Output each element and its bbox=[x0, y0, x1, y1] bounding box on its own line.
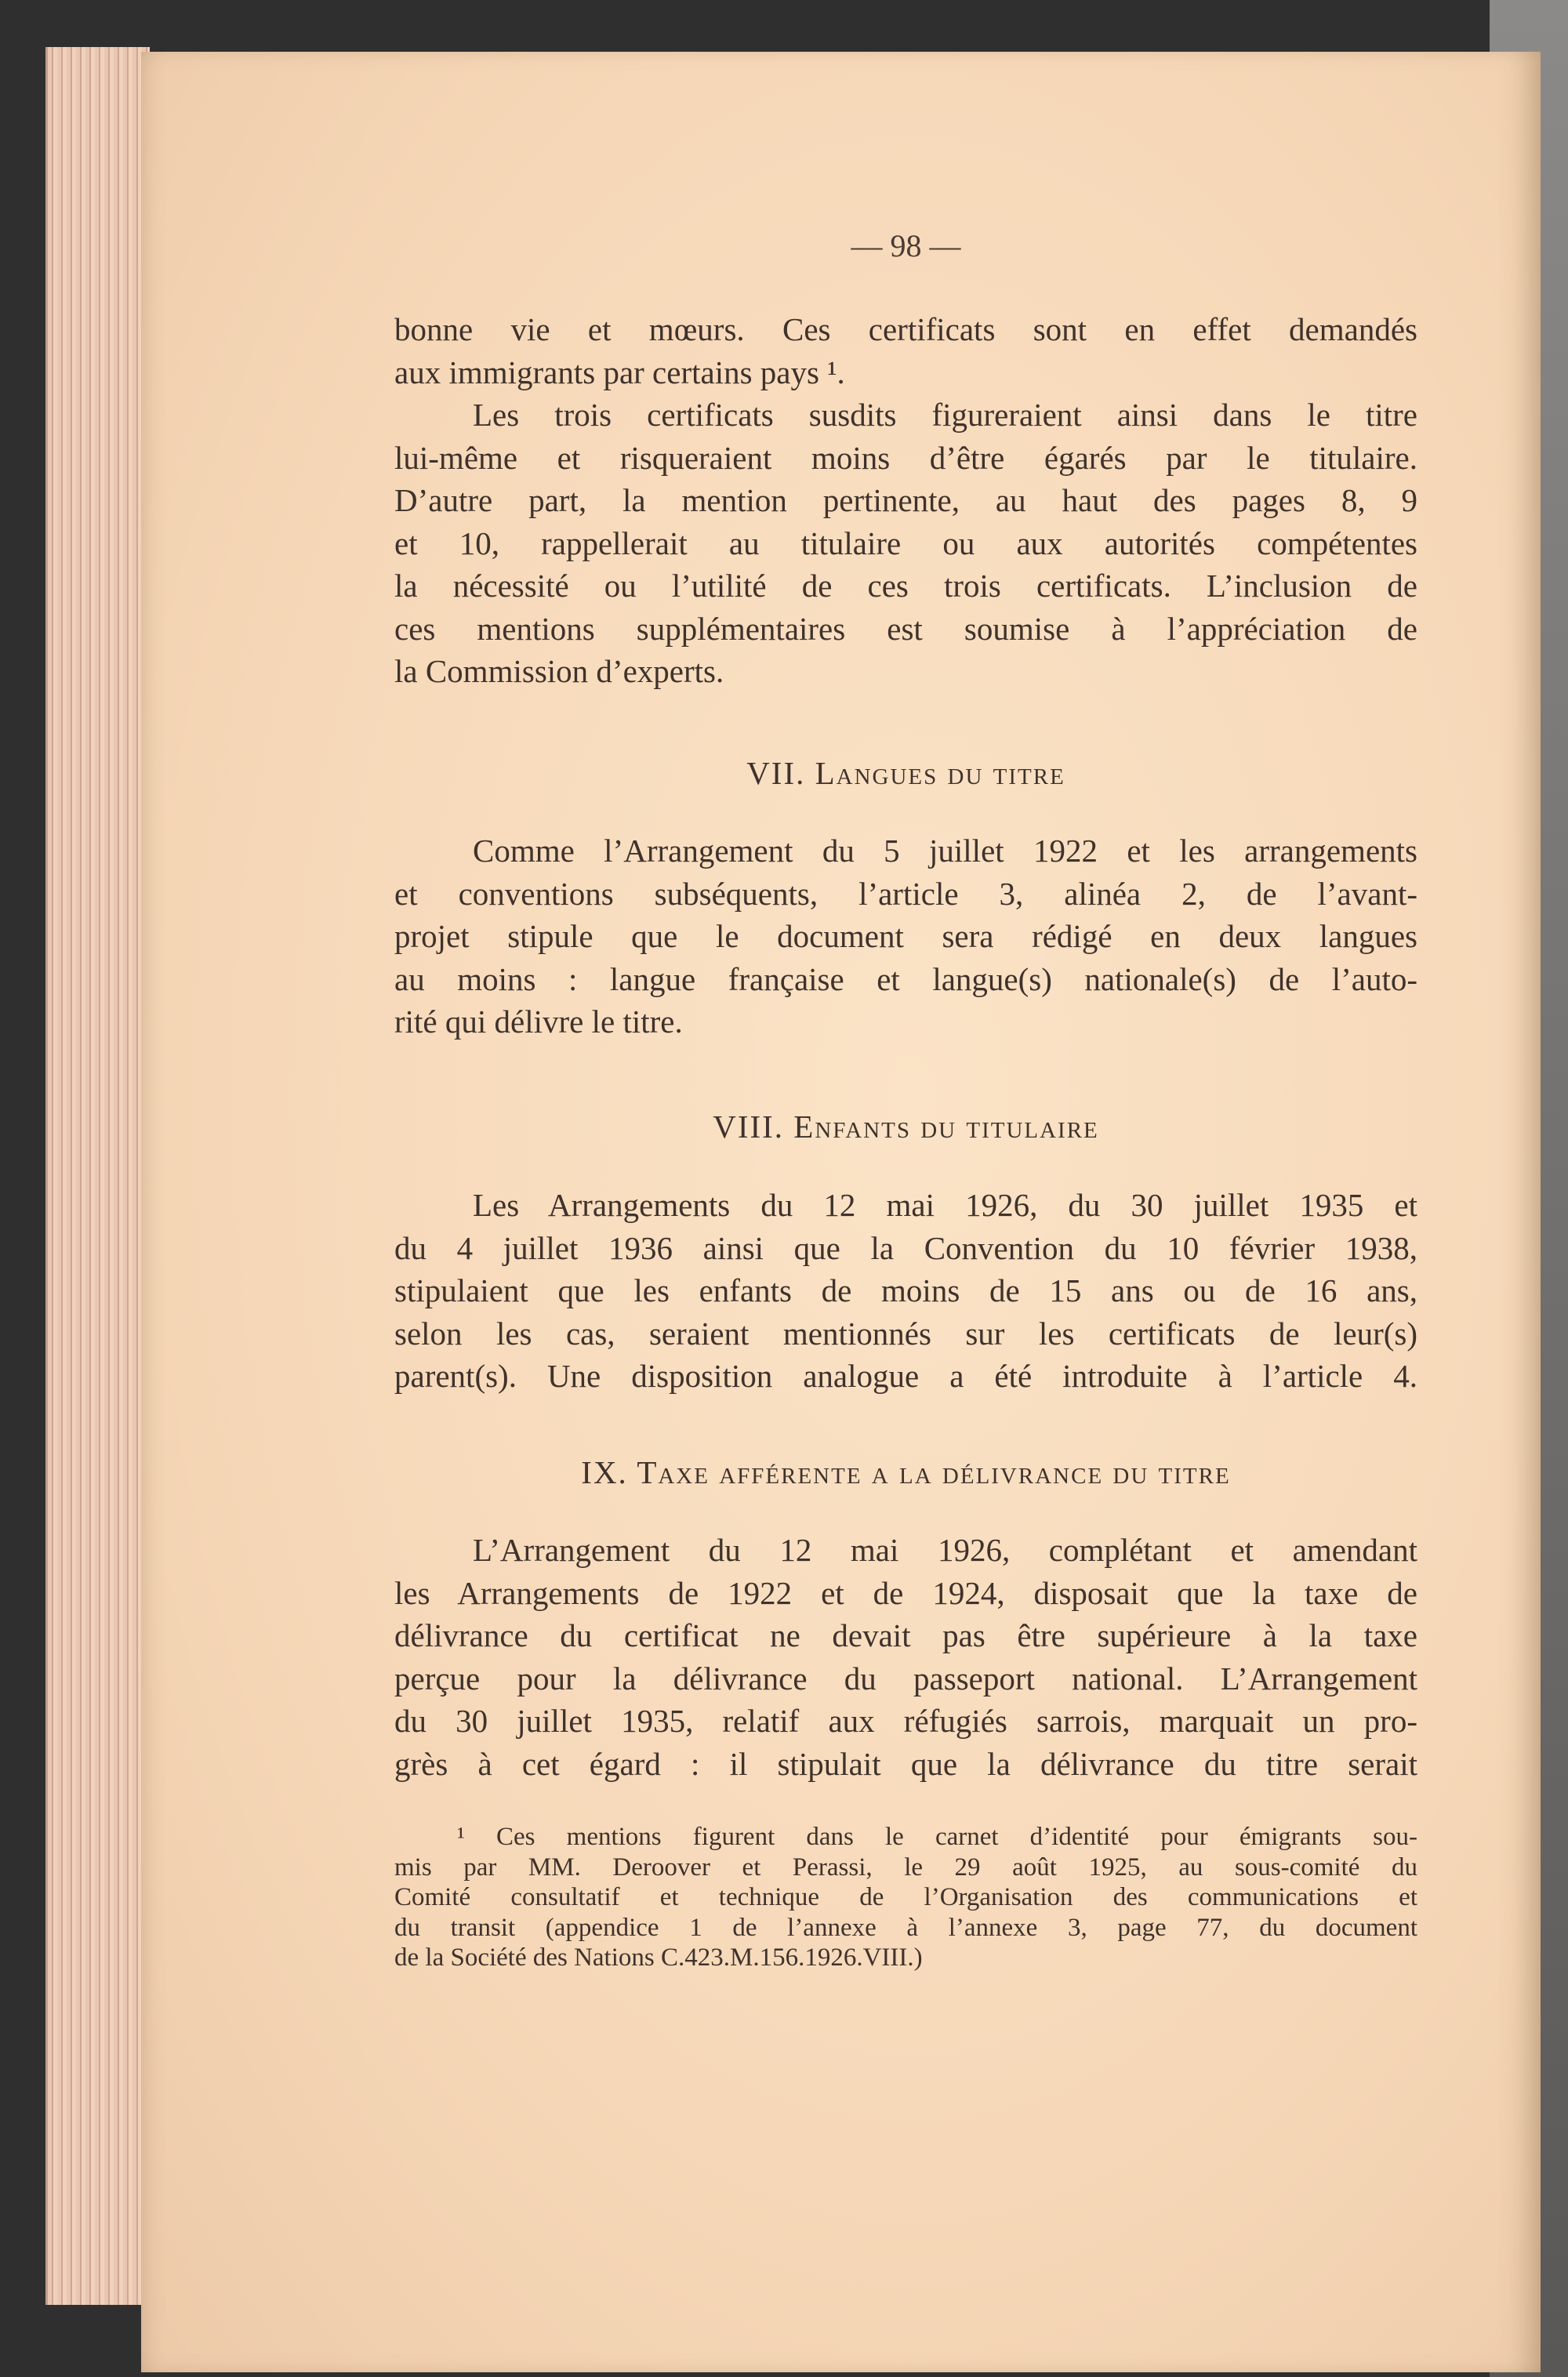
paragraph-3 bbox=[394, 1184, 1417, 1398]
paragraph-1 bbox=[394, 308, 1417, 693]
page-edges bbox=[45, 47, 150, 2305]
text-line: Comme l’Arrangement du 5 juillet 1922 et les arrangements bbox=[473, 833, 1417, 869]
paragraph-4 bbox=[394, 1529, 1417, 1785]
text-line: D’autre part, la mention pertinente, au haut des pages 8, 9 bbox=[394, 482, 1417, 518]
page-number: — 98 — bbox=[851, 228, 961, 263]
text-line: selon les cas, seraient mentionnés sur les certificats de leur(s) bbox=[394, 1315, 1417, 1352]
text-line: Comité consultatif et technique de l’Organisation des communications et bbox=[394, 1883, 1417, 1911]
text-line: ¹ Ces mentions figurent dans le carnet d’identité pour émigrants sou- bbox=[457, 1823, 1417, 1851]
text-line: L’Arrangement du 12 mai 1926, complétant et amendant bbox=[473, 1532, 1417, 1568]
text-line: projet stipule que le document sera rédigé en deux langues bbox=[394, 918, 1417, 954]
text-line: mis par MM. Deroover et Perassi, le 29 août 1925, au sous-comité du bbox=[394, 1853, 1417, 1882]
text-line: lui-même et risqueraient moins d’être égarés par le titulaire. bbox=[394, 439, 1417, 476]
text-line: ces mentions supplémentaires est soumise à l’appréciation de bbox=[394, 610, 1417, 647]
heading-ix: IX. Taxe afférente a la délivrance du titre bbox=[581, 1454, 1231, 1490]
text-line: et 10, rappellerait au titulaire ou aux autorités compétentes bbox=[394, 524, 1417, 561]
heading-viii: VIII. Enfants du titulaire bbox=[713, 1109, 1099, 1145]
text-line: de la Société des Nations C.423.M.156.1926.VIII.) bbox=[394, 1943, 923, 1972]
text-line: bonne vie et mœurs. Ces certificats sont en effet demandés bbox=[394, 311, 1417, 347]
text-line: du transit (appendice 1 de l’annexe à l’annexe 3, page 77, du document bbox=[394, 1913, 1417, 1942]
text-line: la nécessité ou l’utilité de ces trois certificats. L’inclusion de bbox=[394, 568, 1417, 604]
text-line: du 30 juillet 1935, relatif aux réfugiés sarrois, marquait un pro- bbox=[394, 1703, 1417, 1739]
text-line: grès à cet égard : il stipulait que la délivrance du titre serait bbox=[394, 1745, 1417, 1782]
text-line: stipulaient que les enfants de moins de 15 ans ou de 16 ans, bbox=[394, 1272, 1417, 1308]
text-line: perçue pour la délivrance du passeport national. L’Arrangement bbox=[394, 1660, 1417, 1697]
text-line: Les Arrangements du 12 mai 1926, du 30 juillet 1935 et bbox=[473, 1187, 1417, 1223]
text-line: la Commission d’experts. bbox=[394, 653, 724, 689]
text-line: les Arrangements de 1922 et de 1924, disposait que la taxe de bbox=[394, 1574, 1417, 1611]
text-line: rité qui délivre le titre. bbox=[394, 1003, 683, 1040]
text-line: au moins : langue française et langue(s) nationale(s) de l’auto- bbox=[394, 960, 1417, 997]
paragraph-2 bbox=[394, 829, 1417, 1043]
heading-vii: VII. Langues du titre bbox=[746, 755, 1065, 791]
text-line: Les trois certificats susdits figureraient ainsi dans le titre bbox=[473, 397, 1417, 433]
text-line: et conventions subséquents, l’article 3, alinéa 2, de l’avant- bbox=[394, 875, 1417, 912]
footnote bbox=[394, 1822, 1417, 1973]
text-line: aux immigrants par certains pays ¹. bbox=[394, 354, 845, 390]
text-line: du 4 juillet 1936 ainsi que la Convention du 10 février 1938, bbox=[394, 1229, 1417, 1266]
text-line: parent(s). Une disposition analogue a été introduite à l’article 4. bbox=[394, 1358, 1417, 1394]
text-line: délivrance du certificat ne devait pas être supérieure à la taxe bbox=[394, 1617, 1417, 1653]
